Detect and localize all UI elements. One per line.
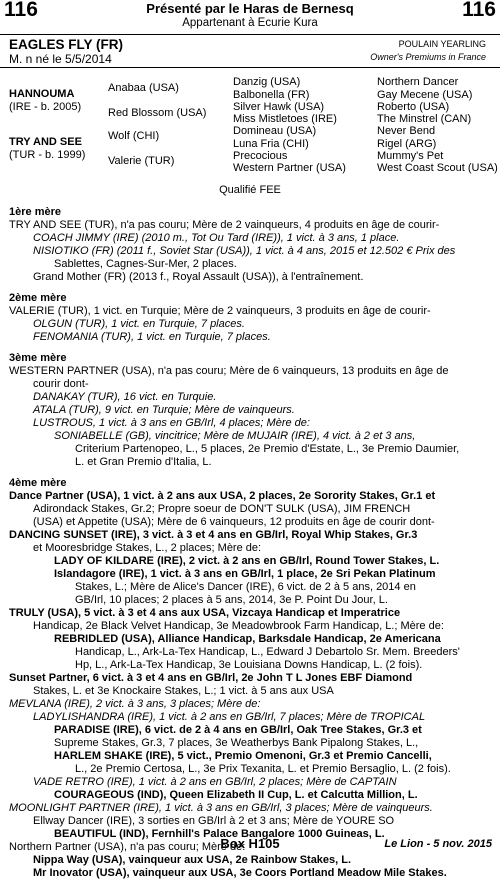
pedigree-gen4: Northern Dancer bbox=[377, 76, 459, 88]
horse-name: EAGLES FLY (FR) bbox=[9, 37, 124, 52]
pedigree-gen2: Wolf (CHI) bbox=[108, 130, 160, 142]
text-line: DANCING SUNSET (IRE), 3 vict. à 3 et 4 ans en GB/Irl, Royal Whip Stakes, Gr.3 bbox=[9, 529, 418, 541]
pedigree-gen4: Rigel (ARG) bbox=[377, 138, 437, 150]
header-rule bbox=[0, 34, 500, 35]
text-line: Dance Partner (USA), 1 vict. à 2 ans aux USA, 2 places, 2e Sorority Stakes, Gr.1 et bbox=[9, 490, 436, 502]
sire-info: (IRE - b. 2005) bbox=[9, 101, 82, 113]
text-line: courir dont- bbox=[33, 378, 89, 390]
text-line: TRULY (USA), 5 vict. à 3 et 4 ans aux USA, Vizcaya Handicap et Imperatrice bbox=[9, 607, 401, 619]
text-line: FENOMANIA (TUR), 1 vict. en Turquie, 7 places. bbox=[33, 331, 271, 343]
text-line: et Mooresbridge Stakes, L., 2 places; Mère de: bbox=[33, 542, 262, 554]
box-number: Box H105 bbox=[220, 836, 280, 851]
pedigree-gen3: Miss Mistletoes (IRE) bbox=[233, 113, 337, 125]
text-line: Mr Inovator (USA), vainqueur aux USA, 3e Coors Portland Meadow Mile Stakes. bbox=[33, 867, 447, 879]
text-line: Supreme Stakes, Gr.3, 7 places, 3e Weatherbys Bank Pipalong Stakes, L., bbox=[54, 737, 419, 749]
catalogue-text bbox=[9, 206, 492, 880]
text-line: COACH JIMMY (IRE) (2010 m., Tot Ou Tard (IRE)), 1 vict. à 3 ans, 1 place. bbox=[33, 232, 400, 244]
pedigree-gen3: Precocious bbox=[233, 150, 288, 162]
text-line: L. et Gran Premio d'Italia, L. bbox=[75, 456, 212, 468]
text-line: DANAKAY (TUR), 16 vict. en Turquie. bbox=[33, 391, 217, 403]
section-heading: 1ère mère bbox=[9, 206, 61, 218]
pedigree-gen4: Gay Mecene (USA) bbox=[377, 89, 473, 101]
text-line: REBRIDLED (USA), Alliance Handicap, Barksdale Handicap, 2e Americana bbox=[54, 633, 441, 645]
sale-info: Le Lion - 5 nov. 2015 bbox=[384, 838, 492, 850]
pedigree-gen3: Silver Hawk (USA) bbox=[233, 101, 325, 113]
text-line: L., 2e Premio Certosa, L., 3e Prix Texanita, L. et Premio Bersaglio, L. (2 fois). bbox=[75, 763, 451, 775]
text-line: LUSTROUS, 1 vict. à 3 ans en GB/Irl, 4 places; Mère de: bbox=[33, 417, 310, 429]
text-line: COURAGEOUS (IND), Queen Elizabeth II Cup, L. et Calcutta Million, L. bbox=[54, 789, 418, 801]
sire-name: HANNOUMA bbox=[9, 88, 75, 100]
text-line: Sablettes, Cagnes-Sur-Mer, 2 places. bbox=[54, 258, 237, 270]
pedigree-gen3: Western Partner (USA) bbox=[233, 162, 346, 174]
text-line: (USA) et Appetite (USA); Mère de 6 vainqueurs, 12 produits en âge de courir dont- bbox=[33, 516, 435, 528]
pedigree-gen4: West Coast Scout (USA) bbox=[377, 162, 498, 174]
section-heading: 2ème mère bbox=[9, 292, 67, 304]
pedigree-gen3: Luna Fria (CHI) bbox=[233, 138, 309, 150]
pedigree-gen4: Mummy's Pet bbox=[377, 150, 444, 162]
text-line: Northern Partner (USA), n'a pas couru; Mère de: bbox=[9, 841, 246, 853]
pedigree-gen2: Red Blossom (USA) bbox=[108, 107, 207, 119]
text-line: Sunset Partner, 6 vict. à 3 et 4 ans en GB/Irl, 2e John T L Jones EBF Diamond bbox=[9, 672, 413, 684]
text-line: SONIABELLE (GB), vincitrice; Mère de MUJAIR (IRE), 4 vict. à 2 et 3 ans, bbox=[54, 430, 416, 442]
text-line: OLGUN (TUR), 1 vict. en Turquie, 7 places. bbox=[33, 318, 245, 330]
text-line: Nippa Way (USA), vainqueur aux USA, 2e Rainbow Stakes, L. bbox=[33, 854, 352, 866]
pedigree-gen4: Roberto (USA) bbox=[377, 101, 450, 113]
text-line: Ellway Dancer (IRE), 3 sorties en GB/Irl à 2 et 3 ans; Mère de YOURE SO bbox=[33, 815, 395, 827]
lot-number: 116 bbox=[4, 0, 38, 21]
text-line: Hp, L., Ark-La-Tex Handicap, 3e Louisiana Downs Handicap, L. (2 fois). bbox=[75, 659, 423, 671]
text-line: MOONLIGHT PARTNER (IRE), 1 vict. à 3 ans en GB/Irl, 3 places; Mère de vainqueurs. bbox=[9, 802, 433, 814]
text-line: Handicap, 2e Black Velvet Handicap, 3e Meadowbrook Farm Handicap, L.; Mère de: bbox=[33, 620, 444, 632]
horse-details: M. n né le 5/5/2014 bbox=[9, 52, 112, 66]
text-line: Grand Mother (FR) (2013 f., Royal Assault (USA)), à l'entraînement. bbox=[33, 271, 364, 283]
text-line: PARADISE (IRE), 6 vict. de 2 à 4 ans en GB/Irl, Oak Tree Stakes, Gr.3 et bbox=[54, 724, 422, 736]
pedigree-gen3: Balbonella (FR) bbox=[233, 89, 310, 101]
premium-note: Owner's Premiums in France bbox=[370, 52, 486, 62]
text-line: Handicap, L., Ark-La-Tex Handicap, L., Edward J Debartolo Sr. Mem. Breeders' bbox=[75, 646, 460, 658]
pedigree-gen4: The Minstrel (CAN) bbox=[377, 113, 472, 125]
text-line: Stakes, L.; Mère de Alice's Dancer (IRE), 6 vict. de 2 à 5 ans, 2014 en bbox=[75, 581, 416, 593]
horse-category: POULAIN YEARLING bbox=[398, 39, 486, 49]
text-line: NISIOTIKO (FR) (2011 f., Soviet Star (USA)), 1 vict. à 4 ans, 2015 et 12.502 € Prix des bbox=[33, 245, 456, 257]
text-line: WESTERN PARTNER (USA), n'a pas couru; Mère de 6 vainqueurs, 13 produits en âge de bbox=[9, 365, 449, 377]
consignor: Présenté par le Haras de Bernesq bbox=[146, 1, 354, 16]
pedigree-gen2: Valerie (TUR) bbox=[108, 155, 175, 167]
section-heading: 4ème mère bbox=[9, 477, 67, 489]
section-heading: 3ème mère bbox=[9, 352, 67, 364]
qualification: Qualifié FEE bbox=[219, 184, 281, 196]
text-line: MEVLANA (IRE), 2 vict. à 3 ans, 3 places; Mère de: bbox=[9, 698, 261, 710]
text-line: VALERIE (TUR), 1 vict. en Turquie; Mère de 2 vainqueurs, 3 produits en âge de courir- bbox=[9, 305, 431, 317]
text-line: Adirondack Stakes, Gr.2; Propre soeur de DON'T SULK (USA), JIM FRENCH bbox=[33, 503, 411, 515]
pedigree-gen2: Anabaa (USA) bbox=[108, 82, 179, 94]
dam-name: TRY AND SEE bbox=[9, 136, 82, 148]
text-line: VADE RETRO (IRE), 1 vict. à 2 ans en GB/Irl, 2 places; Mère de CAPTAIN bbox=[33, 776, 397, 788]
pedigree-gen3: Domineau (USA) bbox=[233, 125, 317, 137]
text-line: ATALA (TUR), 9 vict. en Turquie; Mère de vainqueurs. bbox=[33, 404, 295, 416]
text-line: HARLEM SHAKE (IRE), 5 vict., Premio Omenoni, Gr.3 et Premio Cancelli, bbox=[54, 750, 432, 762]
pedigree-rule bbox=[0, 67, 500, 68]
text-line: Criterium Partenopeo, L., 5 places, 2e Premio d'Estate, L., 3e Premio Daumier, bbox=[75, 443, 460, 455]
text-line: BEAUTIFUL (IND), Fernhill's Palace Bangalore 1000 Guineas, L. bbox=[54, 828, 385, 840]
text-line: TRY AND SEE (TUR), n'a pas couru; Mère de 2 vainqueurs, 4 produits en âge de courir- bbox=[9, 219, 440, 231]
text-line: Stakes, L. et 3e Knockaire Stakes, L.; 1 vict. à 5 ans aux USA bbox=[33, 685, 334, 697]
pedigree-gen3: Danzig (USA) bbox=[233, 76, 301, 88]
owner: Appartenant à Ecurie Kura bbox=[182, 17, 318, 29]
text-line: LADY OF KILDARE (IRE), 2 vict. à 2 ans en GB/Irl, Round Tower Stakes, L. bbox=[54, 555, 440, 567]
text-line: LADYLISHANDRA (IRE), 1 vict. à 2 ans en GB/Irl, 7 places; Mère de TROPICAL bbox=[33, 711, 426, 723]
text-line: GB/Irl, 10 places; 2 places à 5 ans, 2014, 3e P. Point Du Jour, L. bbox=[75, 594, 388, 606]
text-line: Islandagore (IRE), 1 vict. à 3 ans en GB/Irl, 1 place, 2e Sri Pekan Platinum bbox=[54, 568, 436, 580]
lot-number-right: 116 bbox=[462, 0, 496, 21]
pedigree-gen4: Never Bend bbox=[377, 125, 436, 137]
dam-info: (TUR - b. 1999) bbox=[9, 149, 86, 161]
